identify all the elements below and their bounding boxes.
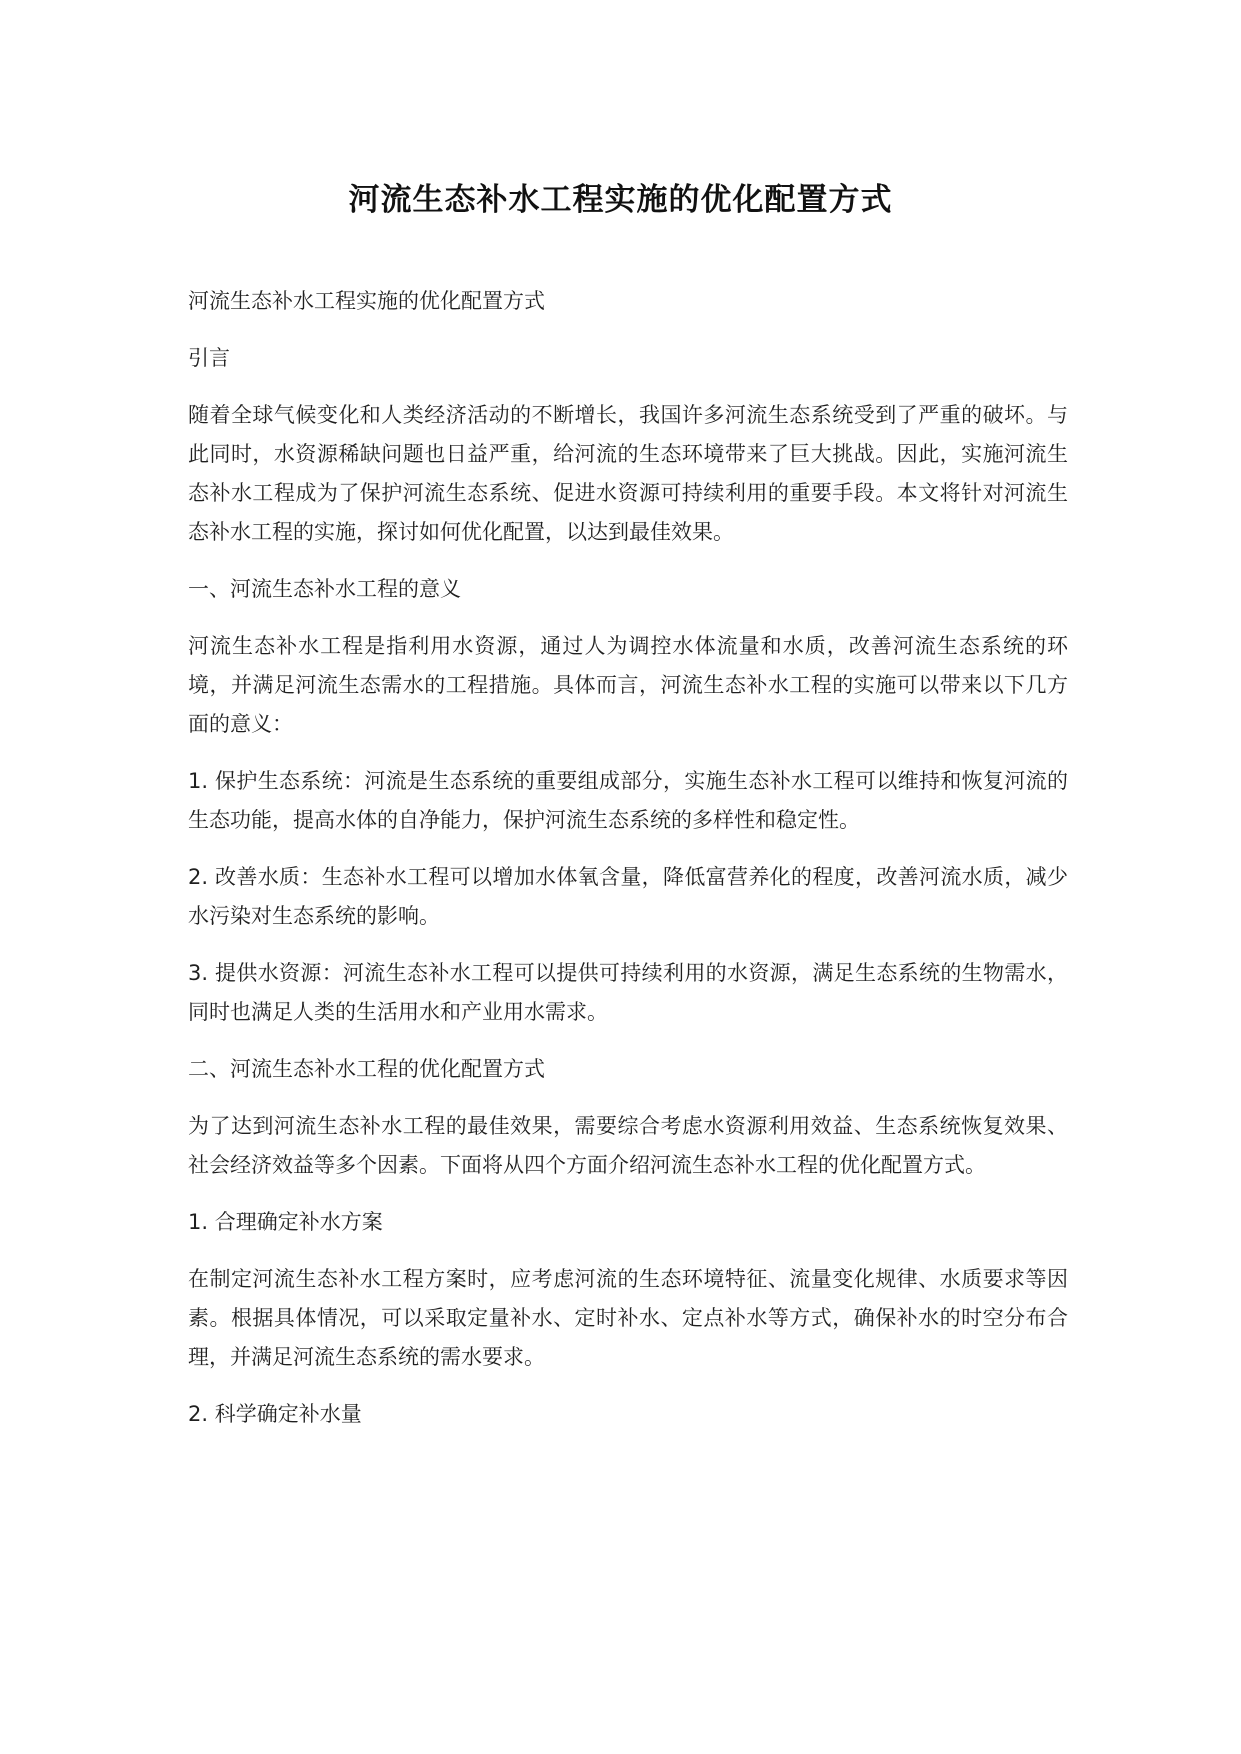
- subsection-heading: 1. 合理确定补水方案: [188, 1210, 383, 1234]
- document-body: [188, 282, 1068, 1452]
- document-title: 河流生态补水工程实施的优化配置方式: [348, 182, 893, 218]
- section-heading-optimization: 二、河流生态补水工程的优化配置方式: [188, 1057, 545, 1081]
- body-paragraph: 为了达到河流生态补水工程的最佳效果，需要综合考虑水资源利用效益、生态系统恢复效果、社会经济效益等多个因素。下面将从四个方面介绍河流生态补水工程的优化配置方式。: [188, 1114, 1068, 1177]
- subsection-heading: 2. 科学确定补水量: [188, 1402, 362, 1426]
- body-paragraph: 在制定河流生态补水工程方案时，应考虑河流的生态环境特征、流量变化规律、水质要求等因素。根据具体情况，可以采取定量补水、定时补水、定点补水等方式，确保补水的时空分布合理，并满足河流生态系统的需水要求。: [188, 1267, 1068, 1369]
- list-item: 1. 保护生态系统：河流是生态系统的重要组成部分，实施生态补水工程可以维持和恢复河流的生态功能，提高水体的自净能力，保护河流生态系统的多样性和稳定性。: [188, 769, 1068, 832]
- section-heading-significance: 一、河流生态补水工程的意义: [188, 577, 461, 601]
- body-paragraph: 随着全球气候变化和人类经济活动的不断增长，我国许多河流生态系统受到了严重的破坏。与此同时，水资源稀缺问题也日益严重，给河流的生态环境带来了巨大挑战。因此，实施河流生态补水工程成为了保护河流生态系统、促进水资源可持续利用的重要手段。本文将针对河流生态补水工程的实施，探讨如何优化配置，以达到最佳效果。: [188, 403, 1068, 544]
- body-paragraph: 河流生态补水工程是指利用水资源，通过人为调控水体流量和水质，改善河流生态系统的环境，并满足河流生态需水的工程措施。具体而言，河流生态补水工程的实施可以带来以下几方面的意义：: [188, 634, 1068, 736]
- section-heading-introduction: 引言: [188, 346, 230, 370]
- list-item: 3. 提供水资源：河流生态补水工程可以提供可持续利用的水资源，满足生态系统的生物需水，同时也满足人类的生活用水和产业用水需求。: [188, 961, 1068, 1024]
- subtitle-paragraph: 河流生态补水工程实施的优化配置方式: [188, 289, 545, 313]
- list-item: 2. 改善水质：生态补水工程可以增加水体氧含量，降低富营养化的程度，改善河流水质，减少水污染对生态系统的影响。: [188, 865, 1068, 928]
